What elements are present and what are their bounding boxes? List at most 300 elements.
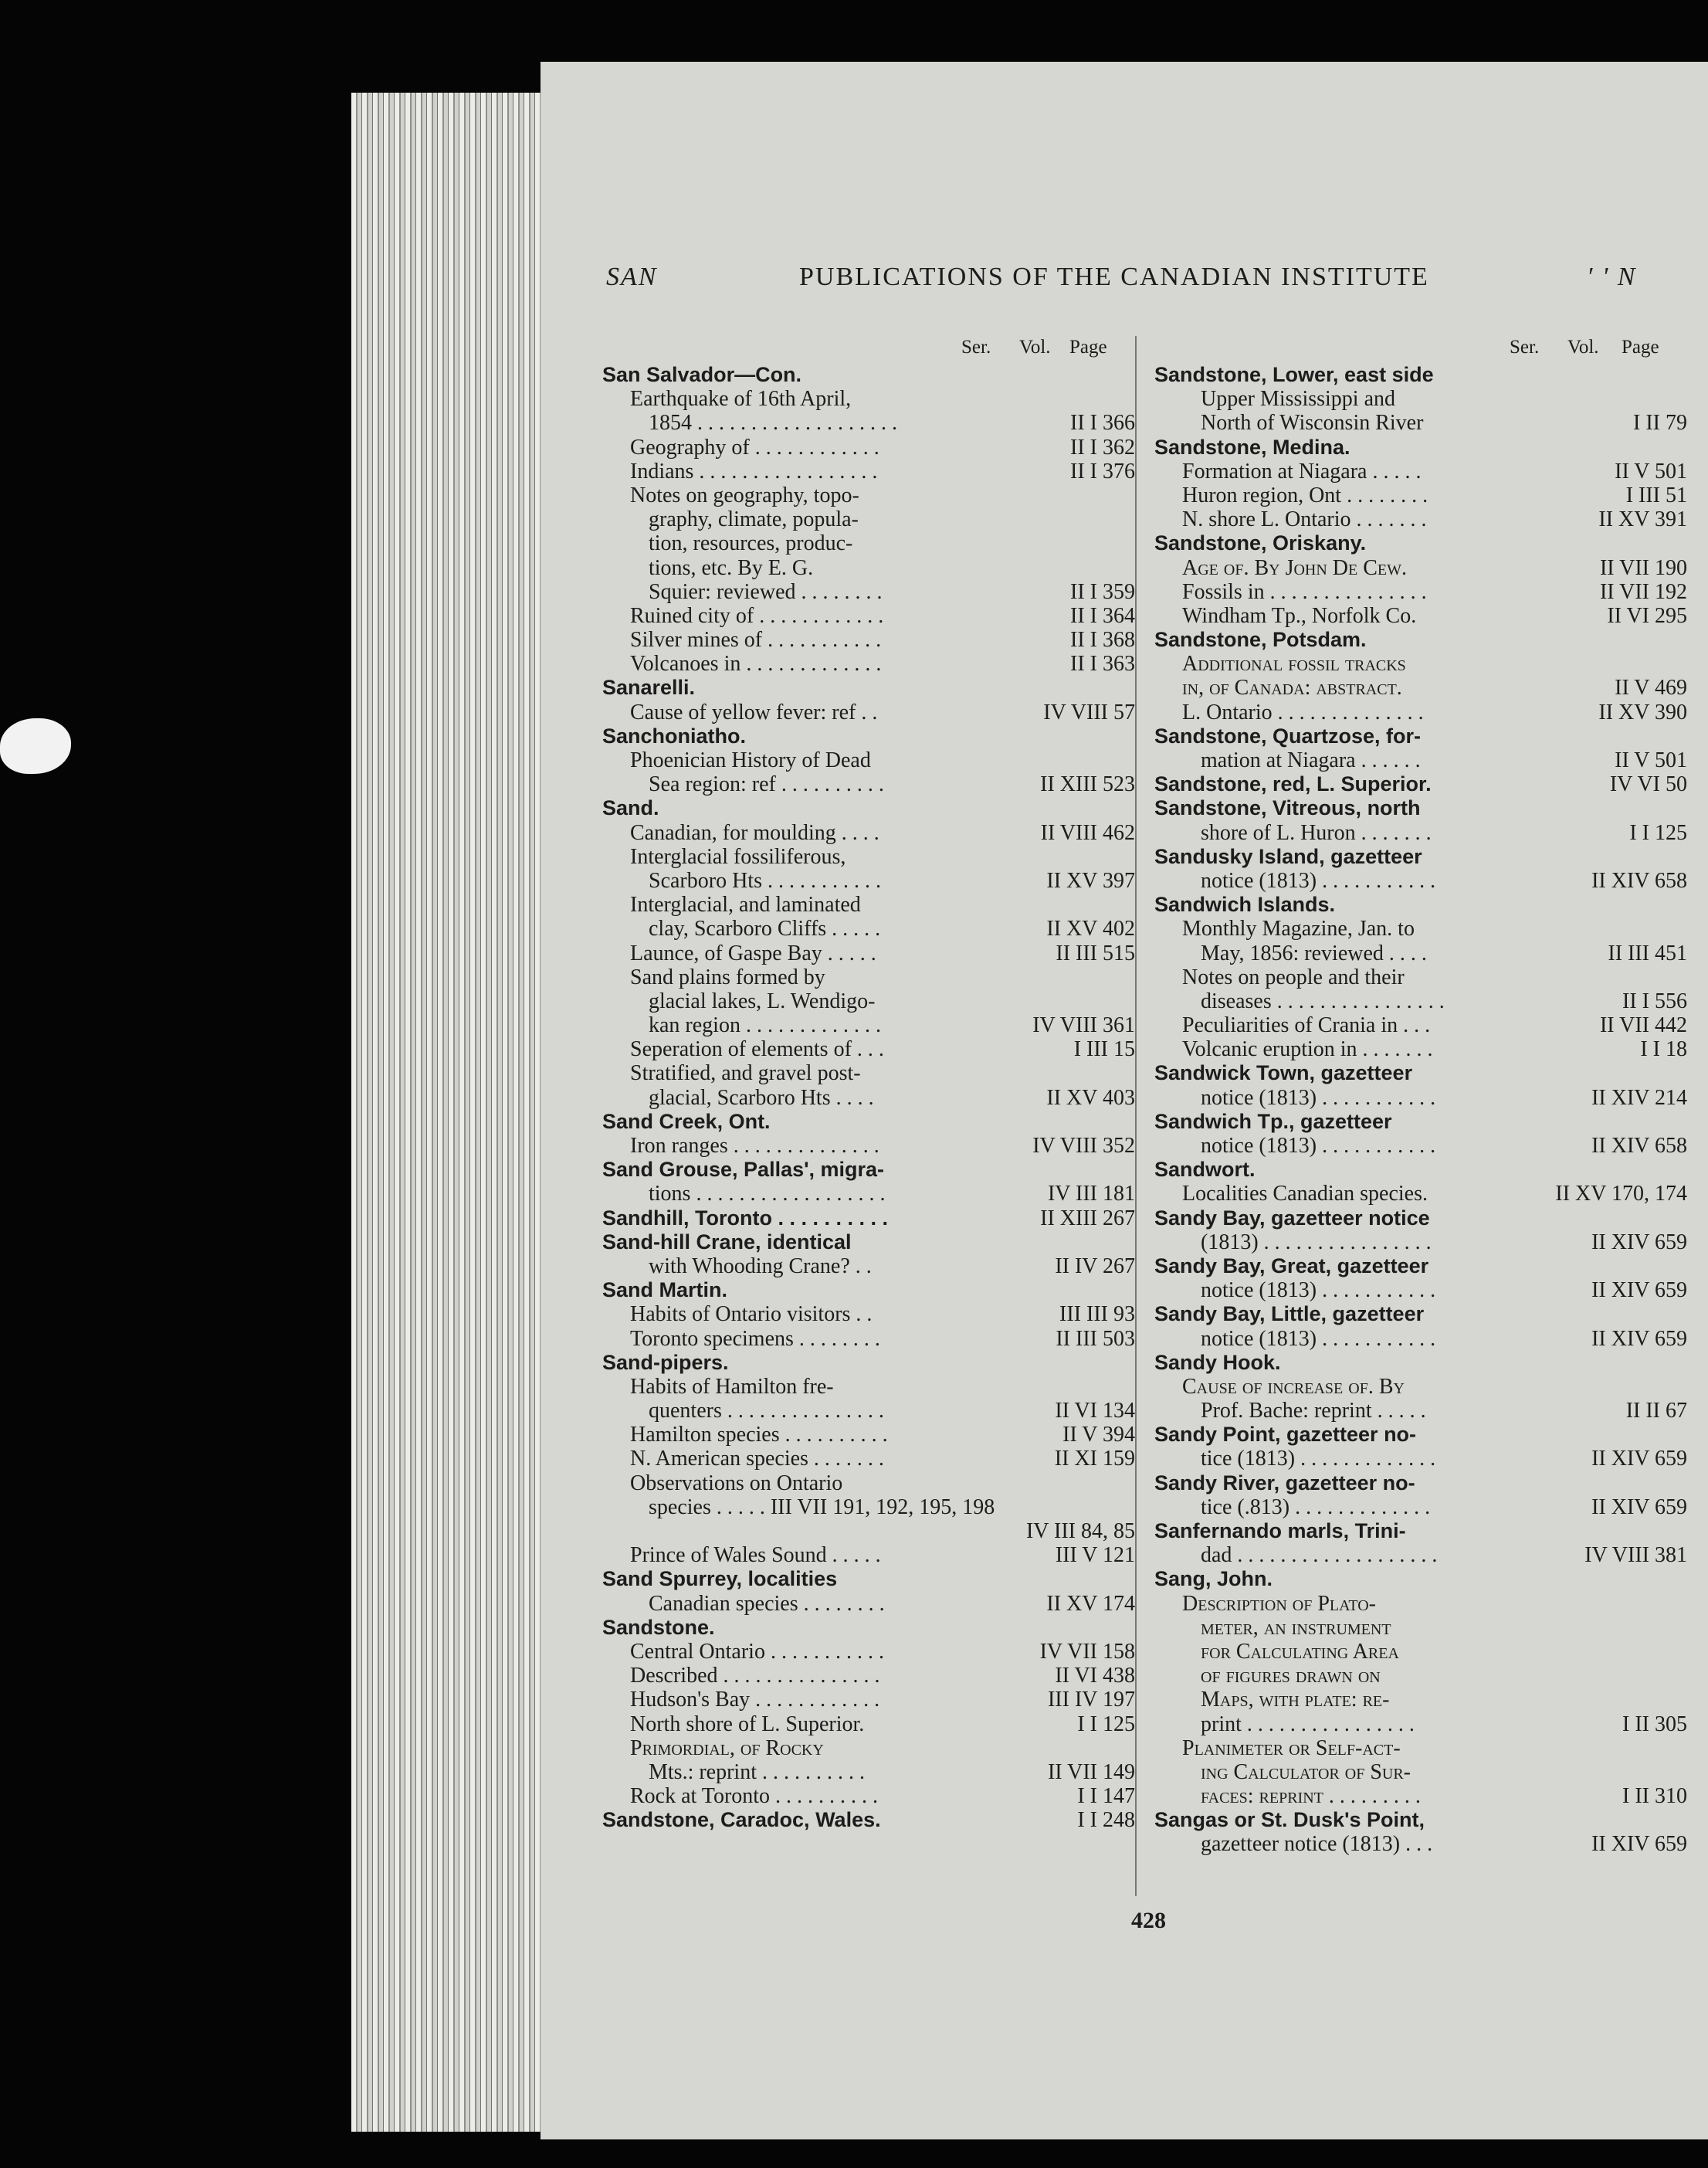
- index-subentry: [1154, 965, 1687, 989]
- index-heading: [1154, 628, 1687, 652]
- entry-text: diseases . . . . . . . . . . . . . . . .: [1201, 989, 1445, 1013]
- index-heading: [602, 1278, 1135, 1302]
- index-subentry: [1154, 387, 1687, 411]
- entry-text: Sanarelli.: [602, 676, 696, 700]
- index-subentry: [1154, 652, 1687, 676]
- entry-text: Sandwort.: [1154, 1158, 1256, 1182]
- entry-text: Localities Canadian species.: [1182, 1182, 1428, 1206]
- page-number: 428: [1131, 1908, 1166, 1933]
- entry-reference: II XV 402: [1046, 917, 1135, 942]
- entry-reference: II III 515: [1056, 941, 1135, 965]
- index-subentry: [602, 1327, 1135, 1351]
- index-subentry: [602, 531, 1135, 555]
- index-heading: [1154, 1302, 1687, 1326]
- entry-text: Hamilton species . . . . . . . . . .: [630, 1423, 888, 1447]
- entry-reference: II V 501: [1615, 459, 1687, 483]
- index-heading: [1154, 1471, 1687, 1495]
- entry-text: Sandstone.: [602, 1615, 715, 1639]
- index-subentry: [602, 1447, 1135, 1471]
- entry-reference: II XIV 659: [1591, 1278, 1687, 1303]
- running-head-title: PUBLICATIONS OF THE CANADIAN INSTITUTE: [799, 263, 1429, 291]
- entry-text: Canadian, for moulding . . . .: [630, 820, 879, 845]
- entry-text: Sandwich Islands.: [1154, 893, 1336, 917]
- index-subentry: [602, 1519, 1135, 1543]
- index-subentry: [602, 460, 1135, 483]
- entry-reference: II XV 174: [1046, 1591, 1135, 1616]
- entry-reference: II XV 403: [1046, 1085, 1135, 1110]
- entry-reference: II I 362: [1070, 435, 1135, 460]
- index-heading: [602, 1351, 1135, 1375]
- index-subentry: [602, 1640, 1135, 1664]
- index-subentry: [1154, 1784, 1687, 1808]
- entry-text: Prince of Wales Sound . . . . .: [630, 1543, 881, 1568]
- index-subentry: [602, 1423, 1135, 1447]
- index-heading: [602, 1110, 1135, 1134]
- index-subentry: [1154, 701, 1687, 724]
- index-heading: [1154, 1206, 1687, 1230]
- index-subentry: [1154, 1616, 1687, 1640]
- entry-reference: II I 376: [1070, 459, 1135, 483]
- entry-text: Fossils in . . . . . . . . . . . . . . .: [1182, 579, 1427, 604]
- index-heading: [1154, 1567, 1687, 1591]
- header-page: Page: [1622, 337, 1659, 358]
- index-subentry: [602, 556, 1135, 580]
- entry-text: Observations on Ontario: [630, 1471, 843, 1495]
- entry-text: North shore of L. Superior.: [630, 1712, 865, 1736]
- header-ser: Ser.: [1510, 337, 1540, 358]
- entry-reference: II XIV 659: [1591, 1495, 1687, 1519]
- index-subentry: [1154, 460, 1687, 483]
- entry-text: Described . . . . . . . . . . . . . . .: [630, 1664, 880, 1688]
- index-subentry: [1154, 1760, 1687, 1784]
- index-subentry: [1154, 1640, 1687, 1664]
- entry-text: North of Wisconsin River: [1201, 411, 1424, 436]
- index-subentry: [602, 965, 1135, 989]
- entry-reference: II VI 134: [1055, 1399, 1135, 1423]
- header-page: Page: [1069, 337, 1107, 358]
- entry-reference: II VII 190: [1599, 555, 1687, 580]
- index-subentry: [1154, 1230, 1687, 1254]
- entry-reference: II III 451: [1608, 941, 1687, 965]
- entry-reference: IV III 84, 85: [1025, 1519, 1135, 1543]
- entry-text: (1813) . . . . . . . . . . . . . . . .: [1201, 1230, 1432, 1254]
- entry-reference: II I 359: [1070, 579, 1135, 604]
- entry-reference: II I 556: [1622, 989, 1687, 1013]
- entry-reference: IV VIII 57: [1043, 700, 1135, 724]
- entry-text: Monthly Magazine, Jan. to: [1182, 917, 1415, 942]
- entry-text: Sandstone, Medina.: [1154, 435, 1350, 459]
- index-subentry: [602, 701, 1135, 724]
- entry-reference: I II 79: [1633, 411, 1687, 436]
- entry-reference: II VII 442: [1599, 1013, 1687, 1038]
- index-heading: [602, 676, 1135, 700]
- index-heading: [1154, 724, 1687, 748]
- entry-text: with Whooding Crane? . .: [649, 1254, 872, 1278]
- entry-text: Upper Mississippi and: [1201, 387, 1395, 412]
- index-subentry: [1154, 1182, 1687, 1206]
- entry-reference: II XIV 214: [1591, 1085, 1687, 1110]
- index-heading: [1154, 796, 1687, 820]
- entry-reference: II XIV 658: [1591, 868, 1687, 893]
- entry-text: Sand Creek, Ont.: [602, 1109, 771, 1133]
- index-subentry: [1154, 1327, 1687, 1351]
- index-subentry: [1154, 676, 1687, 700]
- entry-reference: I III 51: [1625, 483, 1687, 507]
- index-heading: [602, 1158, 1135, 1182]
- entry-text: Phoenician History of Dead: [630, 748, 871, 772]
- index-subentry: [602, 1302, 1135, 1326]
- index-subentry: [602, 1182, 1135, 1206]
- index-subentry: [602, 1399, 1135, 1423]
- entry-text: L. Ontario . . . . . . . . . . . . . .: [1182, 700, 1424, 724]
- entry-text: Sand-hill Crane, identical: [602, 1230, 852, 1254]
- entry-text: Sand.: [602, 796, 659, 820]
- entry-reference: II VII 192: [1599, 579, 1687, 604]
- entry-reference: II XIV 659: [1591, 1832, 1687, 1857]
- index-subentry: [602, 1712, 1135, 1736]
- index-subentry: [1154, 989, 1687, 1013]
- index-subentry: [1154, 1134, 1687, 1158]
- entry-reference: II V 469: [1615, 676, 1687, 701]
- entry-reference: II VII 149: [1047, 1759, 1135, 1784]
- index-heading: [1154, 436, 1687, 460]
- entry-text: Geography of . . . . . . . . . . . .: [630, 435, 879, 460]
- entry-text: Iron ranges . . . . . . . . . . . . . .: [630, 1134, 879, 1158]
- entry-reference: IV VIII 361: [1032, 1013, 1135, 1038]
- index-heading: [1154, 893, 1687, 917]
- index-subentry: [602, 1471, 1135, 1495]
- entry-text: graphy, climate, popula-: [649, 507, 859, 532]
- entry-reference: II XIV 659: [1591, 1326, 1687, 1351]
- entry-text: Sandstone, Oriskany.: [1154, 531, 1367, 555]
- entry-reference: II XIII 267: [1040, 1206, 1135, 1230]
- entry-reference: I III 15: [1073, 1037, 1135, 1062]
- index-subentry: [602, 1664, 1135, 1688]
- entry-text: Sandhill, Toronto . . . . . . . . . .: [602, 1206, 888, 1230]
- entry-text: Stratified, and gravel post-: [630, 1061, 861, 1086]
- entry-reference: II III 503: [1056, 1326, 1135, 1351]
- entry-text: Hudson's Bay . . . . . . . . . . . .: [630, 1688, 880, 1712]
- entry-text: N. shore L. Ontario . . . . . . .: [1182, 507, 1427, 532]
- index-subentry: [1154, 1399, 1687, 1423]
- entry-text: Squier: reviewed . . . . . . . .: [649, 579, 883, 604]
- entry-text: Launce, of Gaspe Bay . . . . .: [630, 941, 876, 965]
- entry-text: Sea region: ref . . . . . . . . . .: [649, 772, 884, 797]
- entry-text: Earthquake of 16th April,: [630, 387, 852, 412]
- index-subentry: [1154, 1086, 1687, 1110]
- entry-text: notice (1813) . . . . . . . . . . .: [1201, 1134, 1436, 1158]
- entry-text: Prof. Bache: reprint . . . . .: [1201, 1399, 1426, 1423]
- entry-text: Sandy Hook.: [1154, 1350, 1281, 1374]
- index-subentry: [602, 989, 1135, 1013]
- entry-text: ing Calculator of Sur-: [1201, 1759, 1411, 1784]
- index-subentry: [1154, 483, 1687, 507]
- entry-text: Description of Plato-: [1182, 1591, 1376, 1616]
- entry-text: clay, Scarboro Cliffs . . . . .: [649, 917, 881, 942]
- entry-reference: II V 501: [1615, 748, 1687, 772]
- entry-reference: II VI 438: [1055, 1664, 1135, 1688]
- entry-text: Scarboro Hts . . . . . . . . . . .: [649, 868, 881, 893]
- entry-text: Sanchoniatho.: [602, 724, 747, 748]
- entry-reference: I I 125: [1629, 820, 1687, 845]
- entry-text: Formation at Niagara . . . . .: [1182, 459, 1422, 483]
- index-heading: [602, 1616, 1135, 1640]
- entry-reference: II IV 267: [1055, 1254, 1135, 1278]
- index-heading: [602, 1206, 1135, 1230]
- index-subentry: [602, 580, 1135, 604]
- entry-reference: II XIV 658: [1591, 1134, 1687, 1158]
- entry-text: Sandy Point, gazetteer no-: [1154, 1423, 1417, 1447]
- entry-text: Sandy River, gazetteer no-: [1154, 1471, 1415, 1495]
- index-subentry: [602, 821, 1135, 845]
- entry-text: notice (1813) . . . . . . . . . . .: [1201, 1278, 1436, 1303]
- entry-text: Windham Tp., Norfolk Co.: [1182, 603, 1417, 628]
- entry-text: Seperation of elements of . . .: [630, 1037, 884, 1062]
- index-subentry: [1154, 1832, 1687, 1856]
- entry-text: N. American species . . . . . . .: [630, 1447, 884, 1471]
- entry-text: tice (1813) . . . . . . . . . . . . .: [1201, 1447, 1436, 1471]
- entry-text: Age of. By John De Cew.: [1182, 555, 1407, 580]
- entry-text: Sandstone, Potsdam.: [1154, 628, 1367, 652]
- index-subentry: [602, 1086, 1135, 1110]
- column-divider: [1135, 336, 1137, 1896]
- index-subentry: [602, 1736, 1135, 1760]
- index-subentry: [602, 1134, 1135, 1158]
- entry-text: tion, resources, produc-: [649, 531, 853, 556]
- entry-text: Toronto specimens . . . . . . . .: [630, 1326, 880, 1351]
- index-subentry: [1154, 1495, 1687, 1519]
- entry-reference: I I 147: [1077, 1784, 1135, 1809]
- entry-text: gazetteer notice (1813) . . .: [1201, 1832, 1433, 1857]
- index-heading: [1154, 1061, 1687, 1085]
- entry-text: meter, an instrument: [1201, 1615, 1391, 1640]
- entry-text: Sandy Bay, Little, gazetteer: [1154, 1302, 1425, 1326]
- index-subentry: [1154, 748, 1687, 772]
- index-subentry: [602, 942, 1135, 965]
- header-ser: Ser.: [961, 337, 991, 358]
- entry-reference: IV VIII 352: [1032, 1134, 1135, 1158]
- index-subentry: [1154, 821, 1687, 845]
- entry-text: Peculiarities of Crania in . . .: [1182, 1013, 1431, 1038]
- index-subentry: [602, 628, 1135, 652]
- entry-text: Sandy Bay, Great, gazetteer: [1154, 1254, 1429, 1277]
- index-subentry: [602, 1495, 1135, 1519]
- index-subentry: [602, 845, 1135, 869]
- running-head-right: ′ ' N: [1587, 263, 1637, 291]
- index-subentry: [602, 604, 1135, 628]
- entry-reference: IV VII 158: [1039, 1639, 1135, 1664]
- entry-reference: III V 121: [1055, 1543, 1135, 1568]
- index-subentry: [602, 1688, 1135, 1712]
- index-subentry: [1154, 942, 1687, 965]
- entry-text: Interglacial fossiliferous,: [630, 844, 846, 869]
- entry-text: Notes on geography, topo-: [630, 483, 859, 507]
- index-subentry: [602, 411, 1135, 435]
- index-subentry: [1154, 1736, 1687, 1760]
- index-subentry: [602, 436, 1135, 460]
- header-vol: Vol.: [1019, 337, 1051, 358]
- entry-text: tice (.813) . . . . . . . . . . . . .: [1201, 1495, 1431, 1519]
- index-subentry: [602, 1375, 1135, 1399]
- entry-text: Sand Martin.: [602, 1278, 728, 1302]
- right-column: [1154, 332, 1687, 1857]
- entry-reference: I I 125: [1077, 1712, 1135, 1736]
- entry-text: Sandstone, Quartzose, for-: [1154, 724, 1422, 748]
- entry-text: 1854 . . . . . . . . . . . . . . . . . . .: [649, 411, 897, 436]
- entry-text: notice (1813) . . . . . . . . . . .: [1201, 1085, 1436, 1110]
- entry-text: tions, etc. By E. G.: [649, 555, 814, 580]
- entry-text: Sandstone, Vitreous, north: [1154, 796, 1421, 820]
- index-heading: [1154, 363, 1687, 387]
- entry-reference: IV III 181: [1047, 1182, 1135, 1206]
- index-heading: [602, 1230, 1135, 1254]
- entry-text: Central Ontario . . . . . . . . . . .: [630, 1639, 884, 1664]
- entry-text: dad . . . . . . . . . . . . . . . . . . .: [1201, 1543, 1438, 1568]
- entry-reference: II II 67: [1625, 1399, 1687, 1423]
- index-heading: [602, 1808, 1135, 1832]
- entry-reference: II XV 391: [1598, 507, 1687, 532]
- entry-reference: I II 310: [1622, 1784, 1687, 1809]
- entry-reference: IV VI 50: [1609, 772, 1687, 797]
- entry-text: Interglacial, and laminated: [630, 893, 861, 918]
- index-subentry: [602, 917, 1135, 941]
- entry-text: Additional fossil tracks: [1182, 652, 1406, 677]
- entry-reference: II VIII 462: [1040, 820, 1135, 845]
- entry-reference: I I 18: [1640, 1037, 1687, 1062]
- entry-text: Ruined city of . . . . . . . . . . . .: [630, 603, 884, 628]
- index-heading: [1154, 1110, 1687, 1134]
- entry-text: notice (1813) . . . . . . . . . . .: [1201, 868, 1436, 893]
- index-subentry: [1154, 1037, 1687, 1061]
- entry-reference: I II 305: [1622, 1712, 1687, 1736]
- entry-reference: II XI 159: [1054, 1447, 1135, 1471]
- entry-text: Sandusky Island, gazetteer: [1154, 844, 1422, 868]
- index-subentry: [602, 1013, 1135, 1037]
- index-heading: [1154, 1423, 1687, 1447]
- entry-text: faces: reprint . . . . . . . . .: [1201, 1784, 1421, 1809]
- index-subentry: [602, 652, 1135, 676]
- entry-text: May, 1856: reviewed . . . .: [1201, 941, 1427, 965]
- index-subentry: [1154, 580, 1687, 604]
- column-headers: [602, 332, 1135, 363]
- entry-text: tions . . . . . . . . . . . . . . . . . .: [649, 1182, 886, 1206]
- entry-reference: II XV 397: [1046, 868, 1135, 893]
- entry-text: Huron region, Ont . . . . . . . .: [1182, 483, 1428, 507]
- entry-text: Sandy Bay, gazetteer notice: [1154, 1206, 1430, 1230]
- index-heading: [602, 724, 1135, 748]
- index-heading: [1154, 772, 1687, 796]
- index-subentry: [1154, 1543, 1687, 1567]
- entry-text: Habits of Ontario visitors . .: [630, 1302, 873, 1327]
- index-subentry: [1154, 1688, 1687, 1712]
- entry-reference: I I 248: [1077, 1808, 1135, 1833]
- entry-reference: IV VIII 381: [1584, 1543, 1687, 1568]
- entry-text: Sandstone, Caradoc, Wales.: [602, 1808, 881, 1832]
- entry-reference: II XIV 659: [1591, 1230, 1687, 1254]
- entry-text: notice (1813) . . . . . . . . . . .: [1201, 1326, 1436, 1351]
- entry-reference: III IV 197: [1047, 1688, 1135, 1712]
- entry-text: San Salvador—Con.: [602, 363, 802, 386]
- entry-text: Primordial, of Rocky: [630, 1735, 824, 1760]
- entry-text: Sangas or St. Dusk's Point,: [1154, 1808, 1425, 1832]
- entry-text: in, of Canada: abstract.: [1182, 676, 1402, 701]
- index-subentry: [602, 893, 1135, 917]
- index-subentry: [1154, 1712, 1687, 1736]
- entry-text: Habits of Hamilton fre-: [630, 1374, 834, 1399]
- entry-text: Sandstone, Lower, east side: [1154, 363, 1434, 386]
- entry-text: Volcanoes in . . . . . . . . . . . . .: [630, 652, 882, 677]
- index-subentry: [1154, 411, 1687, 435]
- entry-text: Silver mines of . . . . . . . . . . .: [630, 628, 882, 653]
- entry-text: Sand Spurrey, localities: [602, 1567, 838, 1591]
- index-subentry: [602, 1061, 1135, 1085]
- index-heading: [1154, 845, 1687, 869]
- index-heading: [1154, 531, 1687, 555]
- entry-text: Cause of increase of. By: [1182, 1374, 1405, 1399]
- entry-reference: II I 368: [1070, 628, 1135, 653]
- index-subentry: [1154, 556, 1687, 580]
- entry-reference: II I 363: [1070, 652, 1135, 677]
- index-subentry: [1154, 1375, 1687, 1399]
- entry-text: glacial lakes, L. Wendigo-: [649, 989, 876, 1013]
- page-fore-edge: [351, 93, 552, 2132]
- entry-text: Planimeter or Self-act-: [1182, 1735, 1401, 1760]
- index-subentry: [602, 387, 1135, 411]
- entry-text: print . . . . . . . . . . . . . . . .: [1201, 1712, 1415, 1736]
- index-subentry: [602, 772, 1135, 796]
- index-subentry: [1154, 507, 1687, 531]
- entry-text: kan region . . . . . . . . . . . . .: [649, 1013, 881, 1038]
- scan-artifact: [0, 718, 71, 774]
- index-subentry: [602, 1784, 1135, 1808]
- entry-text: shore of L. Huron . . . . . . .: [1201, 820, 1432, 845]
- index-heading: [1154, 1158, 1687, 1182]
- entry-text: Sandwick Town, gazetteer: [1154, 1061, 1413, 1085]
- entry-text: Sand Grouse, Pallas', migra-: [602, 1158, 885, 1182]
- entry-reference: II V 394: [1062, 1423, 1135, 1447]
- entry-text: Sand-pipers.: [602, 1350, 729, 1374]
- index-subentry: [1154, 869, 1687, 893]
- index-heading: [602, 796, 1135, 820]
- index-heading: [602, 363, 1135, 387]
- left-index-entries: [602, 363, 1135, 1832]
- index-subentry: [602, 1592, 1135, 1616]
- entry-text: Volcanic eruption in . . . . . . .: [1182, 1037, 1433, 1062]
- entry-text: Notes on people and their: [1182, 965, 1405, 989]
- column-headers: [1154, 332, 1687, 363]
- index-subentry: [602, 507, 1135, 531]
- entry-text: of figures drawn on: [1201, 1664, 1381, 1688]
- entry-text: Sandwich Tp., gazetteer: [1154, 1109, 1392, 1133]
- entry-text: Sang, John.: [1154, 1567, 1273, 1591]
- running-head-left: SAN: [606, 263, 658, 291]
- entry-text: Rock at Toronto . . . . . . . . . .: [630, 1784, 879, 1809]
- left-column: [602, 332, 1135, 1832]
- entry-text: Indians . . . . . . . . . . . . . . . . .: [630, 459, 878, 483]
- index-subentry: [1154, 1664, 1687, 1688]
- index-heading: [602, 1567, 1135, 1591]
- entry-text: Sanfernando marls, Trini-: [1154, 1519, 1406, 1542]
- entry-reference: II XV 170, 174: [1555, 1182, 1687, 1206]
- entry-text: species . . . . . III VII 191, 192, 195, 198: [649, 1495, 995, 1519]
- entry-text: quenters . . . . . . . . . . . . . . .: [649, 1399, 884, 1423]
- index-subentry: [602, 748, 1135, 772]
- entry-reference: III III 93: [1059, 1302, 1135, 1327]
- index-subentry: [602, 1037, 1135, 1061]
- index-subentry: [1154, 1592, 1687, 1616]
- entry-text: Maps, with plate: re-: [1201, 1688, 1390, 1712]
- entry-text: Cause of yellow fever: ref . .: [630, 700, 878, 724]
